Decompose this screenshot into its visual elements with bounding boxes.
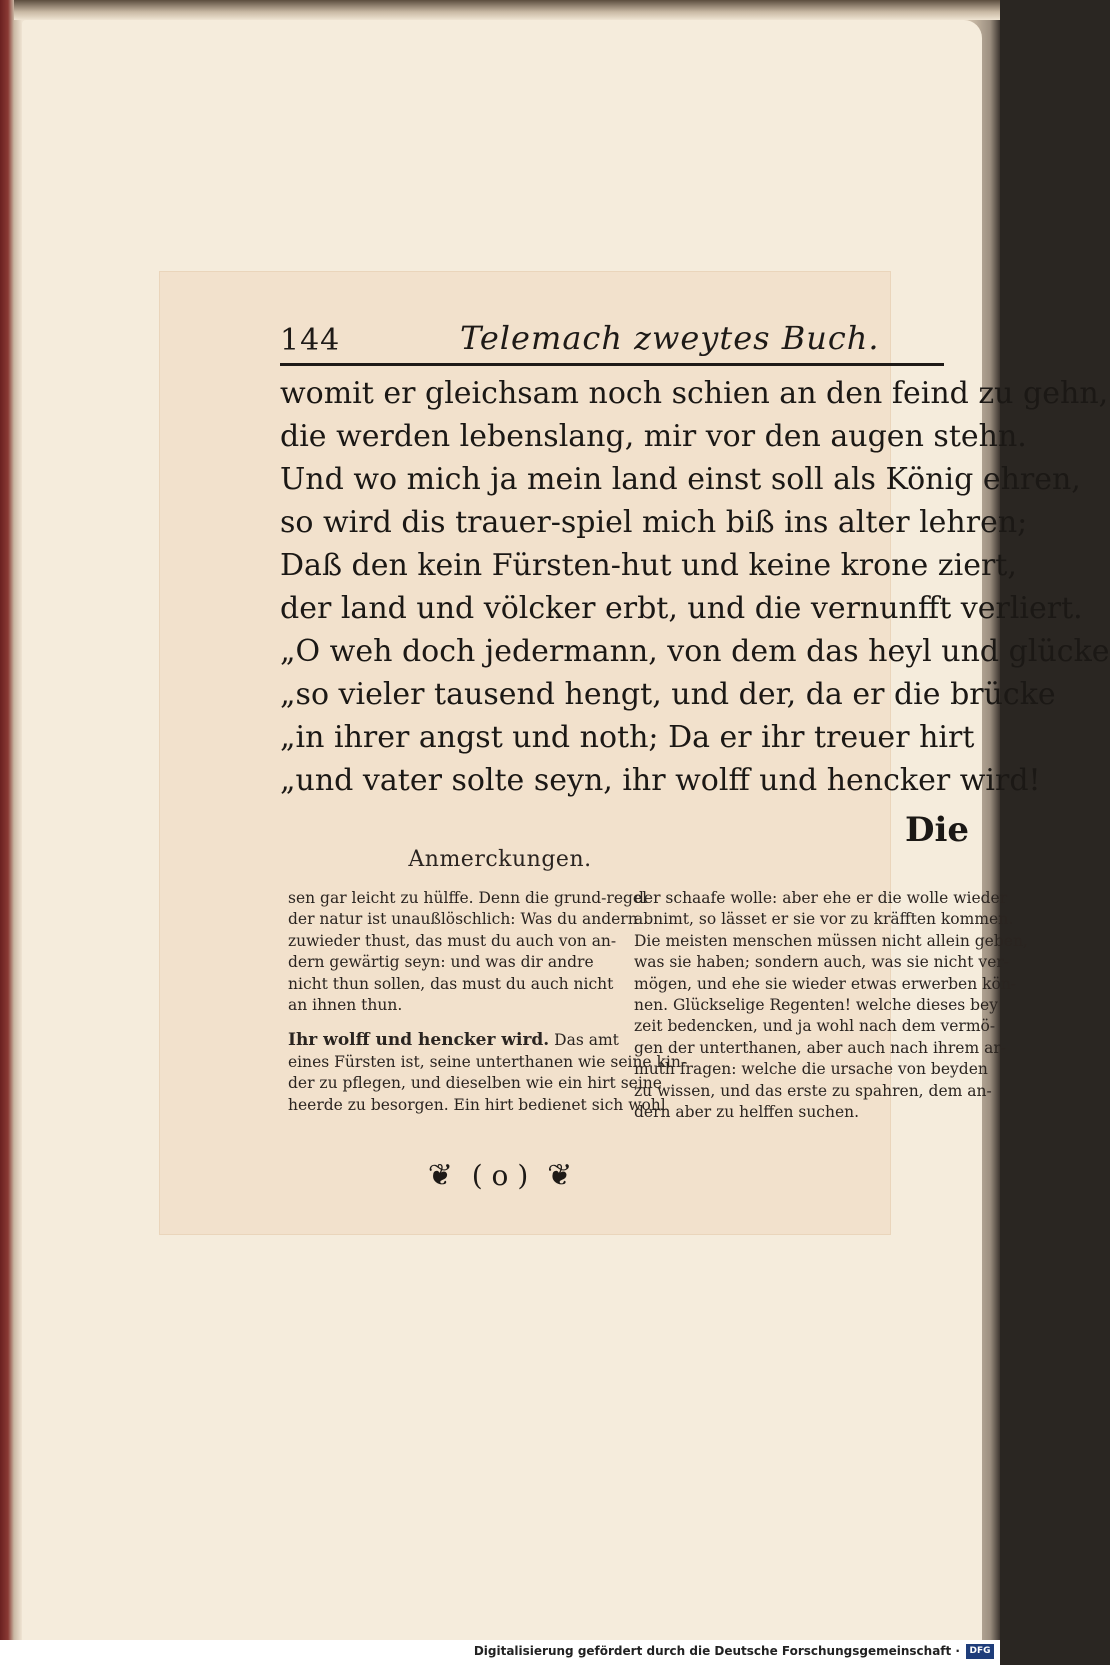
note-line: sen gar leicht zu hülffe. Denn die grund-regel bbox=[288, 889, 648, 907]
poem-line: womit er gleichsam noch schien an den feind zu gehn, bbox=[280, 376, 1109, 411]
note-line: zeit bedencken, und ja wohl nach dem vermö- bbox=[634, 1017, 996, 1036]
note-line: was sie haben; sondern auch, was sie nicht ver- bbox=[634, 953, 1010, 972]
note-line: mögen, und ehe sie wieder etwas erwerben kön- bbox=[634, 974, 1017, 993]
poem-line: so wird dis trauer-spiel mich biß ins alter lehren; bbox=[280, 505, 1028, 540]
footer-credit: Digitalisierung gefördert durch die Deutsche Forschungsgemeinschaft · bbox=[473, 1644, 960, 1658]
note-line: eines Fürsten ist, seine unterthanen wie seine kin- bbox=[288, 1052, 687, 1071]
note-line: der zu pflegen, und dieselben wie ein hirt seine bbox=[288, 1074, 662, 1093]
dfg-logo-icon: DFG bbox=[966, 1644, 994, 1659]
note-lemma-line bbox=[288, 1030, 619, 1051]
notes-right-column bbox=[634, 888, 1028, 1123]
poem-line: „in ihrer angst und noth; Da er ihr treuer hirt bbox=[280, 720, 975, 755]
note-line: an ihnen thun. bbox=[288, 995, 403, 1014]
poem-line: die werden lebenslang, mir vor den augen stehn. bbox=[280, 419, 1027, 454]
page-header bbox=[280, 319, 944, 366]
ornament-center: ( o ) bbox=[471, 1159, 529, 1192]
note-lemma-continuation: Das amt bbox=[554, 1031, 619, 1050]
note-lemma: Ihr wolff und hencker wird. bbox=[288, 1030, 550, 1051]
catchword: Die bbox=[905, 810, 970, 850]
note-line: nicht thun sollen, das must du auch nicht bbox=[288, 974, 614, 993]
page-number: 144 bbox=[280, 323, 341, 358]
note-line: zuwieder thust, das must du auch von an- bbox=[288, 931, 617, 950]
note-line: dern gewärtig seyn: und was dir andre bbox=[288, 953, 594, 972]
note-line: zu wissen, und das erste zu spahren, dem an- bbox=[634, 1081, 992, 1100]
note-line: Die meisten menschen müssen nicht allein geben, bbox=[634, 931, 1028, 950]
tailpiece-ornament bbox=[0, 1158, 1000, 1193]
notes-title: Anmerckungen. bbox=[408, 847, 592, 872]
poem-line: Und wo mich ja mein land einst soll als König ehren, bbox=[280, 462, 1081, 497]
note-line: nen. Glückselige Regenten! welche dieses bey bbox=[634, 995, 998, 1014]
poem-block bbox=[280, 372, 1110, 802]
note-line: der schaafe wolle: aber ehe er die wolle wieder bbox=[634, 889, 1008, 907]
poem-line: „und vater solte seyn, ihr wolff und hencker wird! bbox=[280, 763, 1041, 798]
note-line: muth fragen: welche die ursache von beyden bbox=[634, 1060, 988, 1079]
poem-line: „O weh doch jedermann, von dem das heyl und glücke bbox=[280, 634, 1110, 669]
page-top-edge bbox=[14, 0, 1000, 20]
notes-section bbox=[288, 888, 1028, 1123]
note-line: dern aber zu helffen suchen. bbox=[634, 1102, 860, 1121]
running-head: Telemach zweytes Buch. bbox=[460, 319, 880, 357]
flourish-left-icon: ❦ bbox=[427, 1158, 453, 1193]
flourish-right-icon: ❦ bbox=[547, 1158, 573, 1193]
note-line: abnimt, so lässet er sie vor zu kräfften kommen. bbox=[634, 910, 1014, 929]
poem-line: der land und völcker erbt, und die vernunfft verliert. bbox=[280, 591, 1083, 626]
footer-bar bbox=[0, 1640, 1000, 1665]
note-line: gen der unterthanen, aber auch nach ihrem ar- bbox=[634, 1038, 1006, 1057]
note-gap bbox=[288, 1016, 610, 1030]
note-line: heerde zu besorgen. Ein hirt bedienet sich wohl bbox=[288, 1095, 666, 1114]
note-line: der natur ist unaußlöschlich: Was du andern bbox=[288, 910, 638, 929]
poem-line: Daß den kein Fürsten-hut und keine krone ziert, bbox=[280, 548, 1017, 583]
notes-left-column bbox=[288, 888, 687, 1123]
poem-line: „so vieler tausend hengt, und der, da er die brücke bbox=[280, 677, 1056, 712]
